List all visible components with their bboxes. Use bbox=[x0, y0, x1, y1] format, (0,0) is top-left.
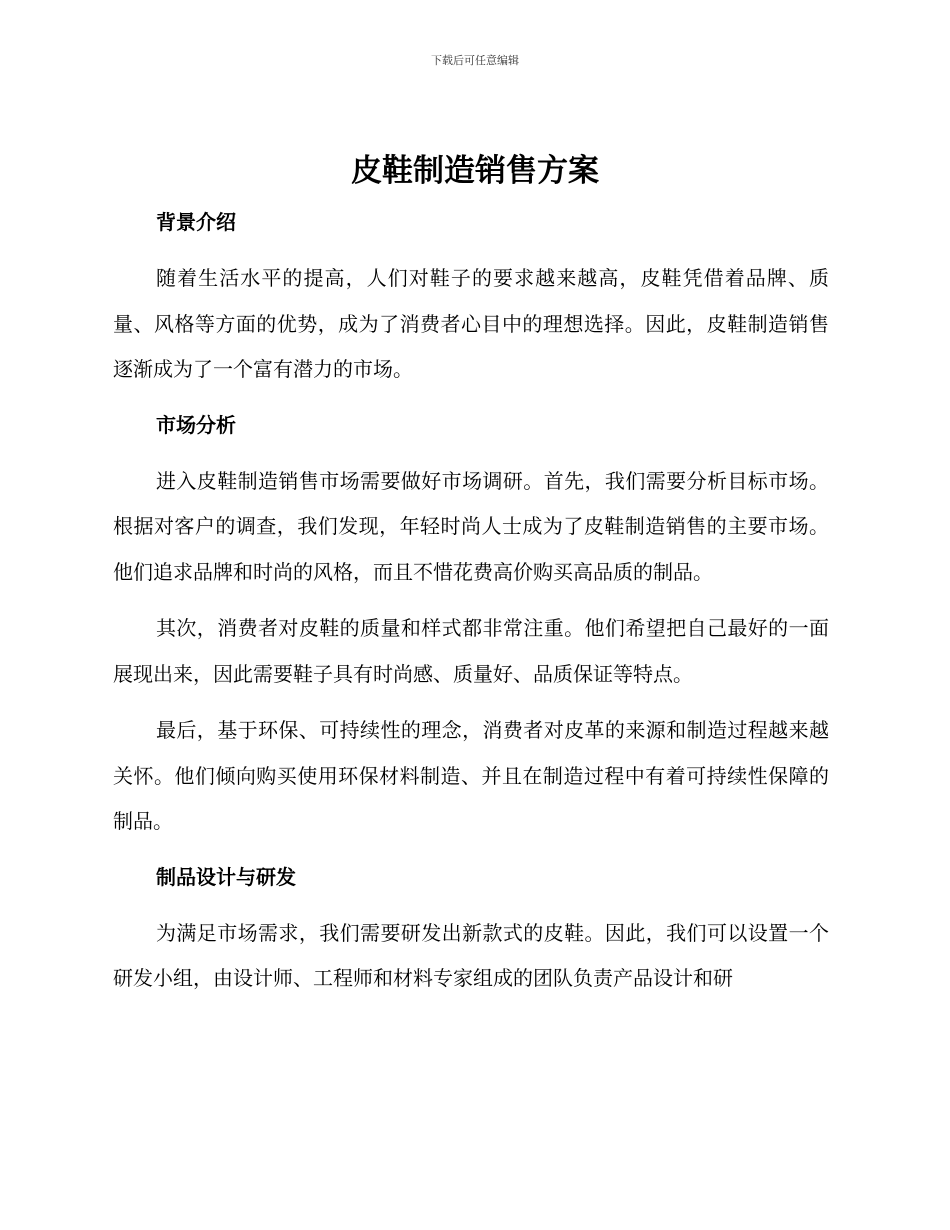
paragraph: 进入皮鞋制造销售市场需要做好市场调研。首先，我们需要分析目标市场。根据对客户的调查，我们发现，年轻时尚人士成为了皮鞋制造销售的主要市场。他们追求品牌和时尚的风格，而且不惜花费高价购买高品质的制品。 bbox=[113, 468, 829, 584]
paragraph: 为满足市场需求，我们需要研发出新款式的皮鞋。因此，我们可以设置一个研发小组，由设计师、工程师和材料专家组成的团队负责产品设计和研 bbox=[113, 920, 829, 990]
section-heading-product-design: 制品设计与研发 bbox=[156, 864, 296, 889]
page-header: 下载后可任意编辑 bbox=[431, 54, 519, 67]
paragraph: 最后，基于环保、可持续性的理念，消费者对皮革的来源和制造过程越来越关怀。他们倾向购买使用环保材料制造、并且在制造过程中有着可持续性保障的制品。 bbox=[113, 718, 829, 833]
document-title: 皮鞋制造销售方案 bbox=[351, 153, 599, 189]
paragraph: 随着生活水平的提高，人们对鞋子的要求越来越高，皮鞋凭借着品牌、质量、风格等方面的优势，成为了消费者心目中的理想选择。因此，皮鞋制造销售逐渐成为了一个富有潜力的市场。 bbox=[113, 266, 829, 381]
paragraph: 其次，消费者对皮鞋的质量和样式都非常注重。他们希望把自己最好的一面展现出来，因此需要鞋子具有时尚感、质量好、品质保证等特点。 bbox=[113, 616, 829, 686]
section-heading-background: 背景介绍 bbox=[156, 210, 236, 234]
document-body bbox=[113, 200, 829, 1002]
section-heading-market-analysis: 市场分析 bbox=[156, 412, 236, 437]
